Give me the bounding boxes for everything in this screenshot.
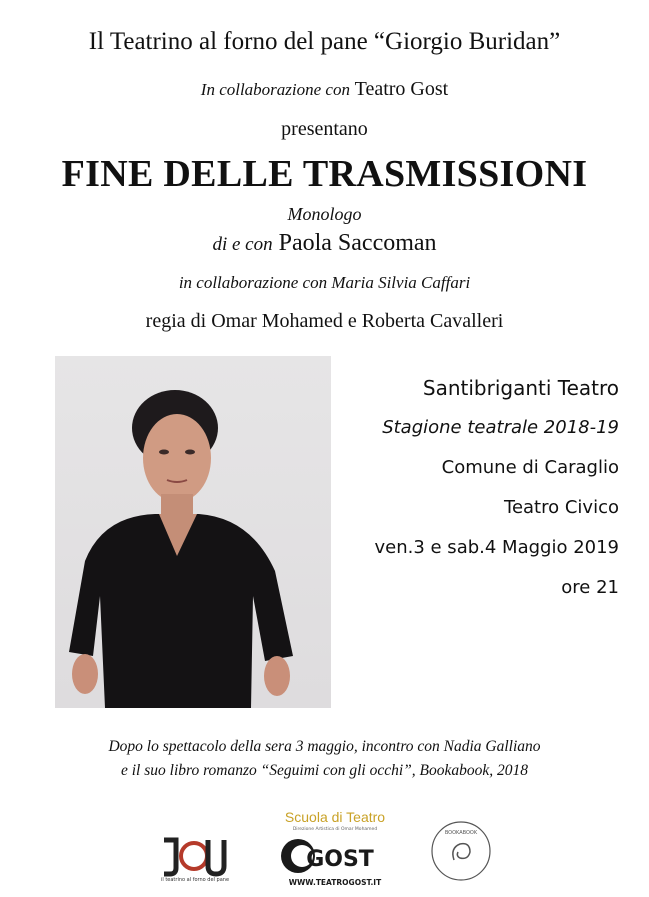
author-prefix: di e con xyxy=(212,234,273,255)
bookabook-logo xyxy=(430,820,492,882)
event-info xyxy=(299,368,619,608)
note-line-1: Dopo lo spettacolo della sera 3 maggio, incontro con Nadia Galliano xyxy=(108,738,541,755)
note-line-2: e il suo libro romanzo “Seguimi con gli occhi”, Bookabook, 2018 xyxy=(121,762,528,779)
teatrino-logo-text: il teatrino al forno del pane xyxy=(160,877,230,882)
director-credit: regia di Omar Mohamed e Roberta Cavalleri xyxy=(145,310,504,332)
collaboration-line xyxy=(0,78,649,101)
show-subtitle: Monologo xyxy=(287,204,362,224)
author-line xyxy=(0,230,649,257)
show-title: FINE DELLE TRASMISSIONI xyxy=(61,153,588,195)
gost-text: GOST xyxy=(306,847,374,872)
scuola-text: Scuola di Teatro xyxy=(284,809,386,825)
gost-logo xyxy=(270,808,400,888)
season: Stagione teatrale 2018-19 xyxy=(382,417,619,438)
presentano: presentano xyxy=(281,118,368,140)
venue-name: Santibriganti Teatro xyxy=(422,376,619,400)
collaboration-credit: in collaborazione con Maria Silvia Caffari xyxy=(178,273,471,292)
gost-url: WWW.TEATROGOST.IT xyxy=(288,878,382,887)
teatrino-logo xyxy=(160,832,230,882)
collab-prefix: In collaborazione con xyxy=(200,80,350,99)
theatre-name: Teatro Civico xyxy=(504,497,619,518)
performer-photo xyxy=(55,356,331,708)
collab-name: Teatro Gost xyxy=(354,78,449,100)
scuola-subtext: Direzione Artistica di Omar Mohamed xyxy=(292,827,378,832)
bookabook-text: BOOKABOOK xyxy=(444,830,478,836)
event-dates: ven.3 e sab.4 Maggio 2019 xyxy=(374,537,619,558)
author-name: Paola Saccoman xyxy=(278,230,437,256)
event-time: ore 21 xyxy=(561,577,619,598)
comune: Comune di Caraglio xyxy=(441,457,619,478)
header-title: Il Teatrino al forno del pane “Giorgio Buridan” xyxy=(88,28,561,55)
